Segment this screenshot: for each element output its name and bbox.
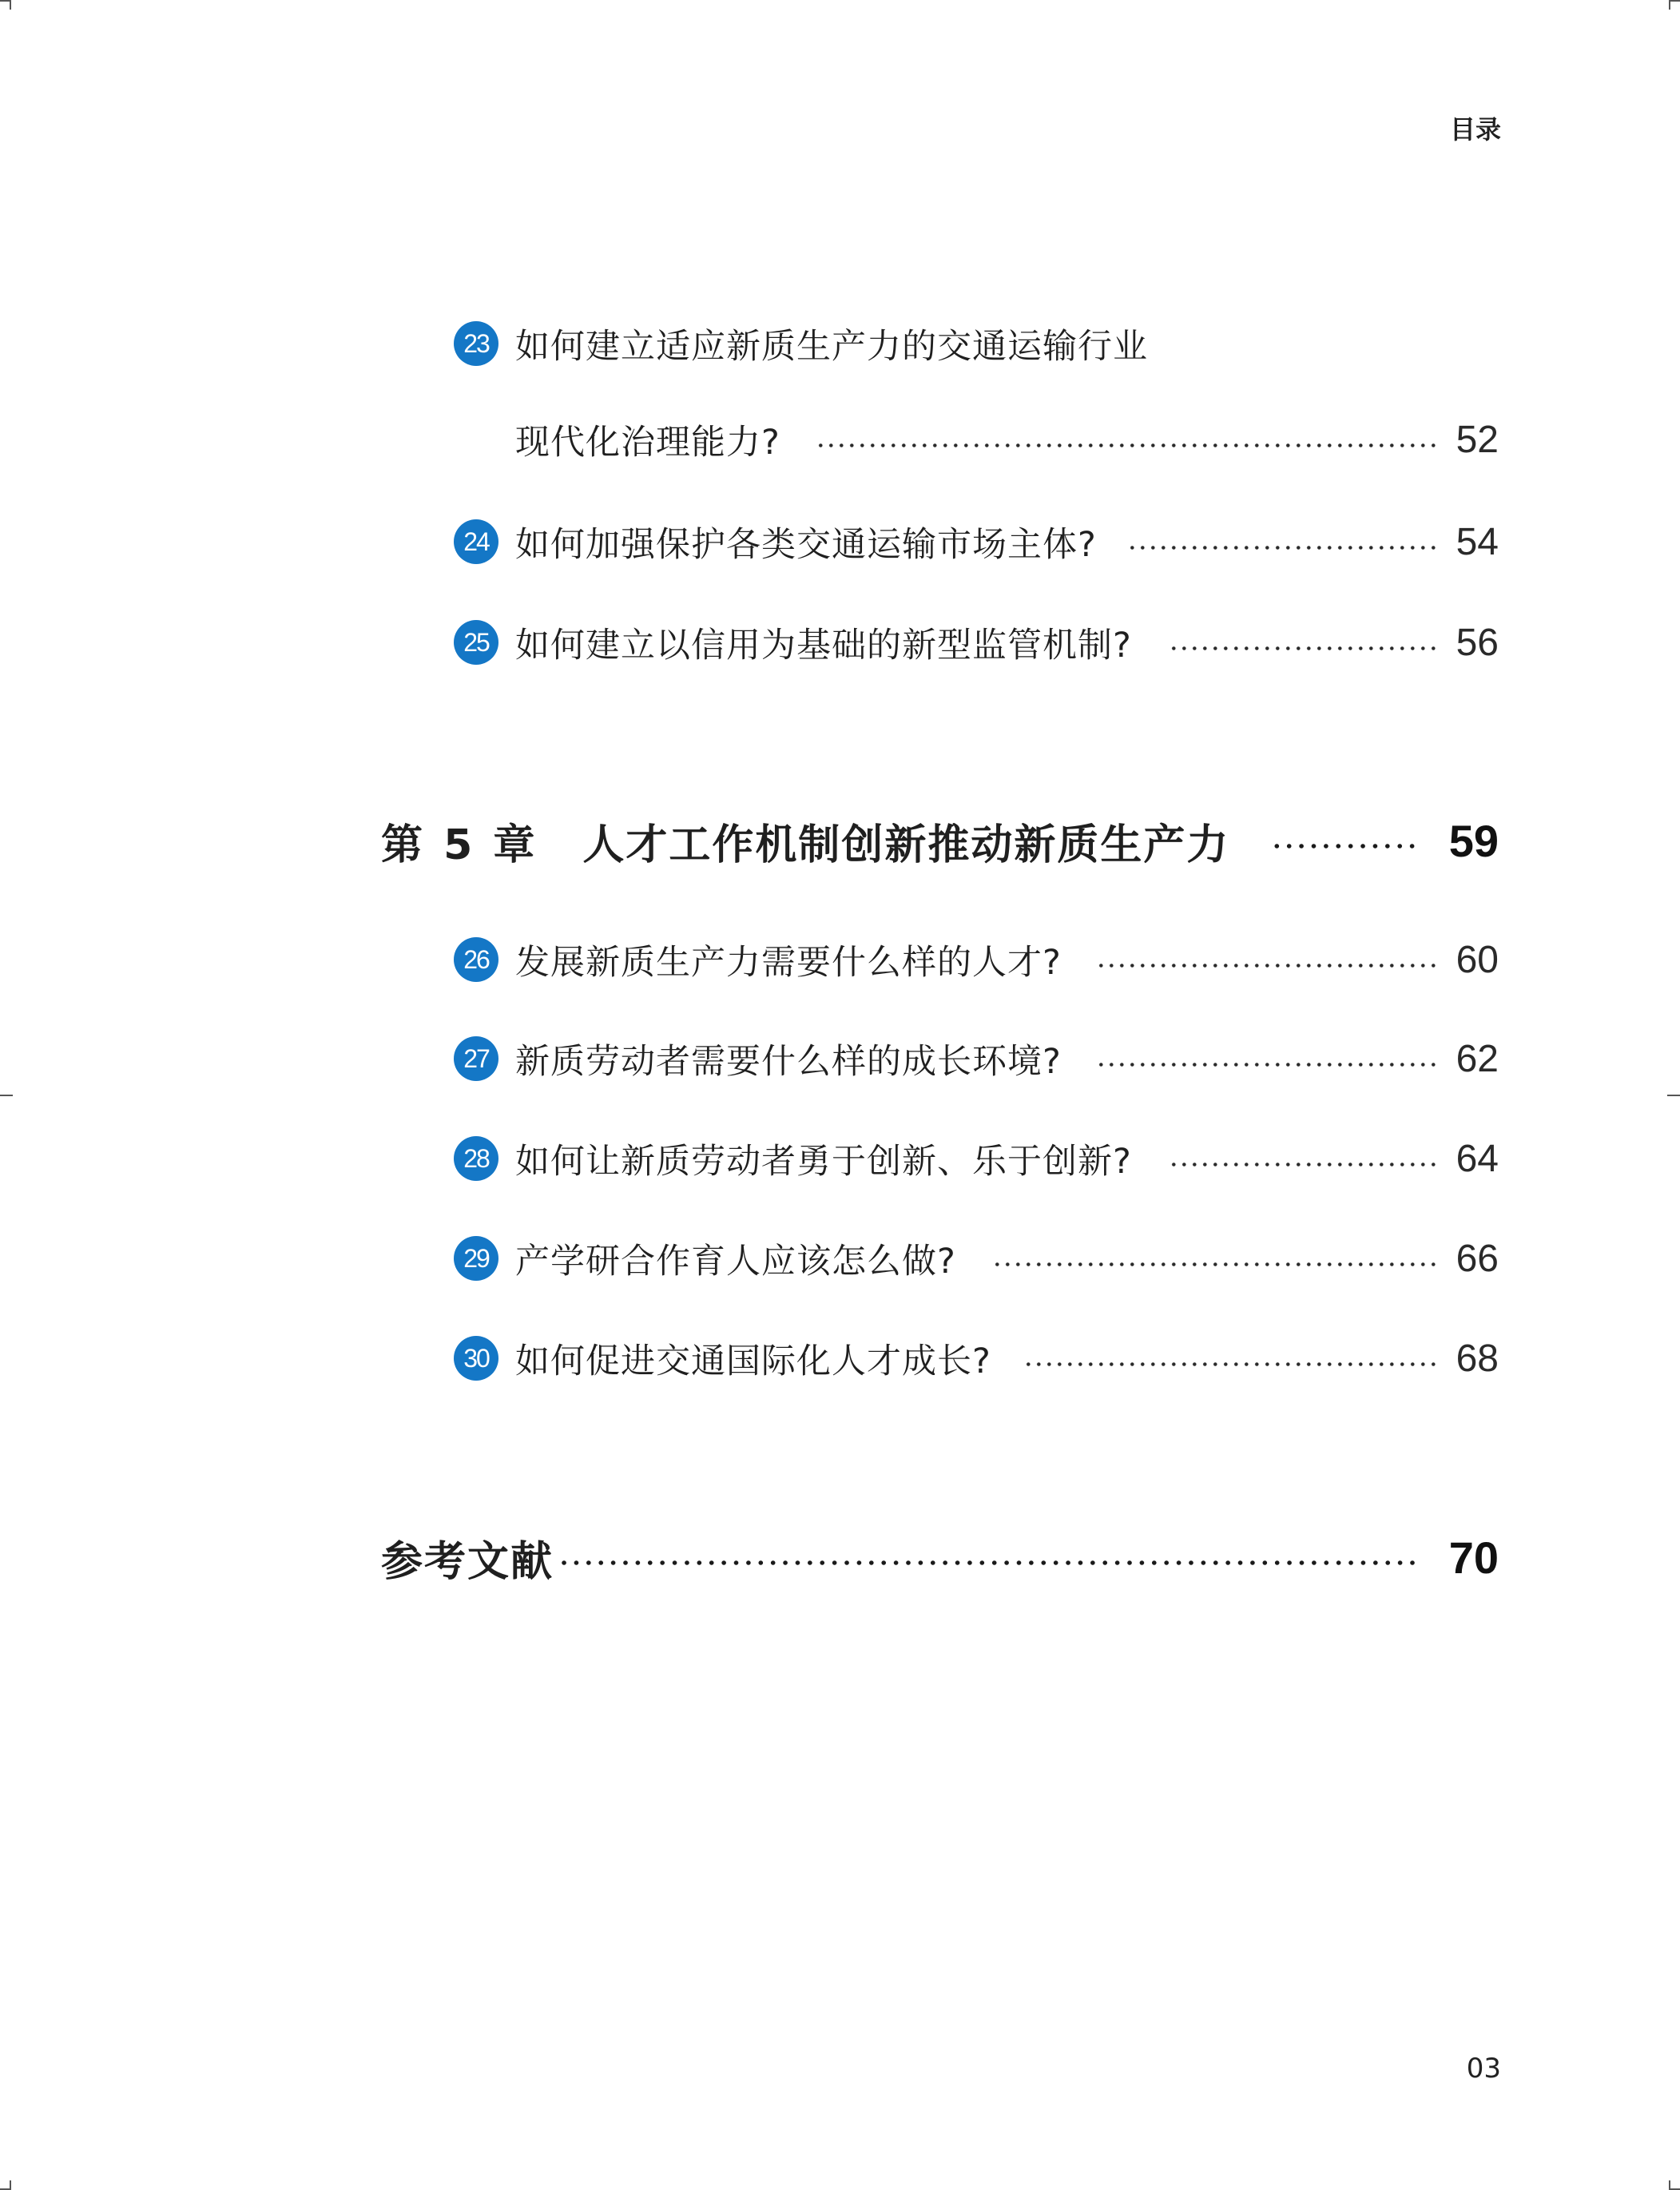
dot-leader — [557, 1560, 1419, 1565]
crop-mark — [1669, 2180, 1670, 2190]
toc-item-27[interactable] — [454, 1027, 1499, 1091]
crop-mark — [0, 0, 10, 2]
dot-leader — [1130, 546, 1439, 550]
toc-item-title: 如何建立适应新质生产力的交通运输行业 — [515, 326, 1148, 367]
toc-item-30[interactable] — [454, 1326, 1499, 1390]
crop-mark — [10, 2180, 11, 2190]
toc-page-number: 56 — [1456, 621, 1499, 664]
item-number-badge: 23 — [454, 321, 498, 366]
chapter-number: 第 5 章 — [381, 821, 538, 869]
toc-page-number: 60 — [1456, 938, 1499, 981]
toc-page-number: 66 — [1456, 1237, 1499, 1280]
toc-item-29[interactable] — [454, 1226, 1499, 1290]
dot-leader — [814, 443, 1439, 447]
toc-item-title-continued: 现代化治理能力? — [515, 422, 780, 463]
dot-leader — [1095, 1063, 1439, 1067]
toc-page-number: 64 — [1456, 1137, 1499, 1180]
crop-mark — [0, 1095, 13, 1096]
toc-references[interactable] — [381, 1521, 1499, 1593]
chapter-title: 人才工作机制创新推动新质生产力 — [582, 821, 1230, 869]
item-number-badge: 25 — [454, 620, 498, 665]
toc-item-26[interactable] — [454, 928, 1499, 992]
toc-item-23-continuation[interactable] — [515, 407, 1499, 471]
toc-page-number: 59 — [1448, 815, 1499, 866]
toc-page-number: 70 — [1448, 1532, 1499, 1583]
toc-item-title: 如何让新质劳动者勇于创新、乐于创新? — [515, 1141, 1132, 1182]
item-number-badge: 24 — [454, 519, 498, 564]
dot-leader — [1025, 1362, 1439, 1366]
dot-leader — [990, 1262, 1439, 1266]
toc-page-number: 62 — [1456, 1037, 1499, 1080]
toc-page-number: 52 — [1456, 418, 1499, 461]
item-number-badge: 28 — [454, 1136, 498, 1181]
toc-page-number: 68 — [1456, 1337, 1499, 1380]
running-header: 目录 — [1449, 114, 1501, 145]
toc-chapter-5[interactable] — [381, 805, 1499, 876]
dot-leader — [1273, 844, 1418, 849]
toc-item-28[interactable] — [454, 1127, 1499, 1190]
item-number-badge: 27 — [454, 1036, 498, 1081]
toc-item-title: 如何建立以信用为基础的新型监管机制? — [515, 625, 1132, 666]
crop-mark — [1669, 0, 1670, 10]
dot-leader — [1166, 1163, 1439, 1167]
toc-item-24[interactable] — [454, 510, 1499, 574]
dot-leader — [1166, 646, 1439, 650]
page-number: 03 — [1466, 2053, 1501, 2085]
toc-item-title: 新质劳动者需要什么样的成长环境? — [515, 1041, 1062, 1082]
item-number-badge: 26 — [454, 937, 498, 982]
toc-page-number: 54 — [1456, 520, 1499, 563]
toc-item-23[interactable] — [454, 312, 1499, 376]
crop-mark — [10, 0, 11, 10]
toc-item-title: 产学研合作育人应该怎么做? — [515, 1241, 956, 1282]
item-number-badge: 30 — [454, 1336, 498, 1381]
toc-item-title: 如何促进交通国际化人才成长? — [515, 1341, 991, 1381]
toc-item-title: 如何加强保护各类交通运输市场主体? — [515, 524, 1097, 565]
item-number-badge: 29 — [454, 1236, 498, 1281]
toc-item-title: 发展新质生产力需要什么样的人才? — [515, 942, 1062, 983]
toc-item-25[interactable] — [454, 610, 1499, 674]
references-title: 参考文献 — [381, 1537, 554, 1586]
crop-mark — [1667, 1095, 1680, 1096]
crop-mark — [1670, 0, 1680, 2]
dot-leader — [1095, 964, 1439, 968]
